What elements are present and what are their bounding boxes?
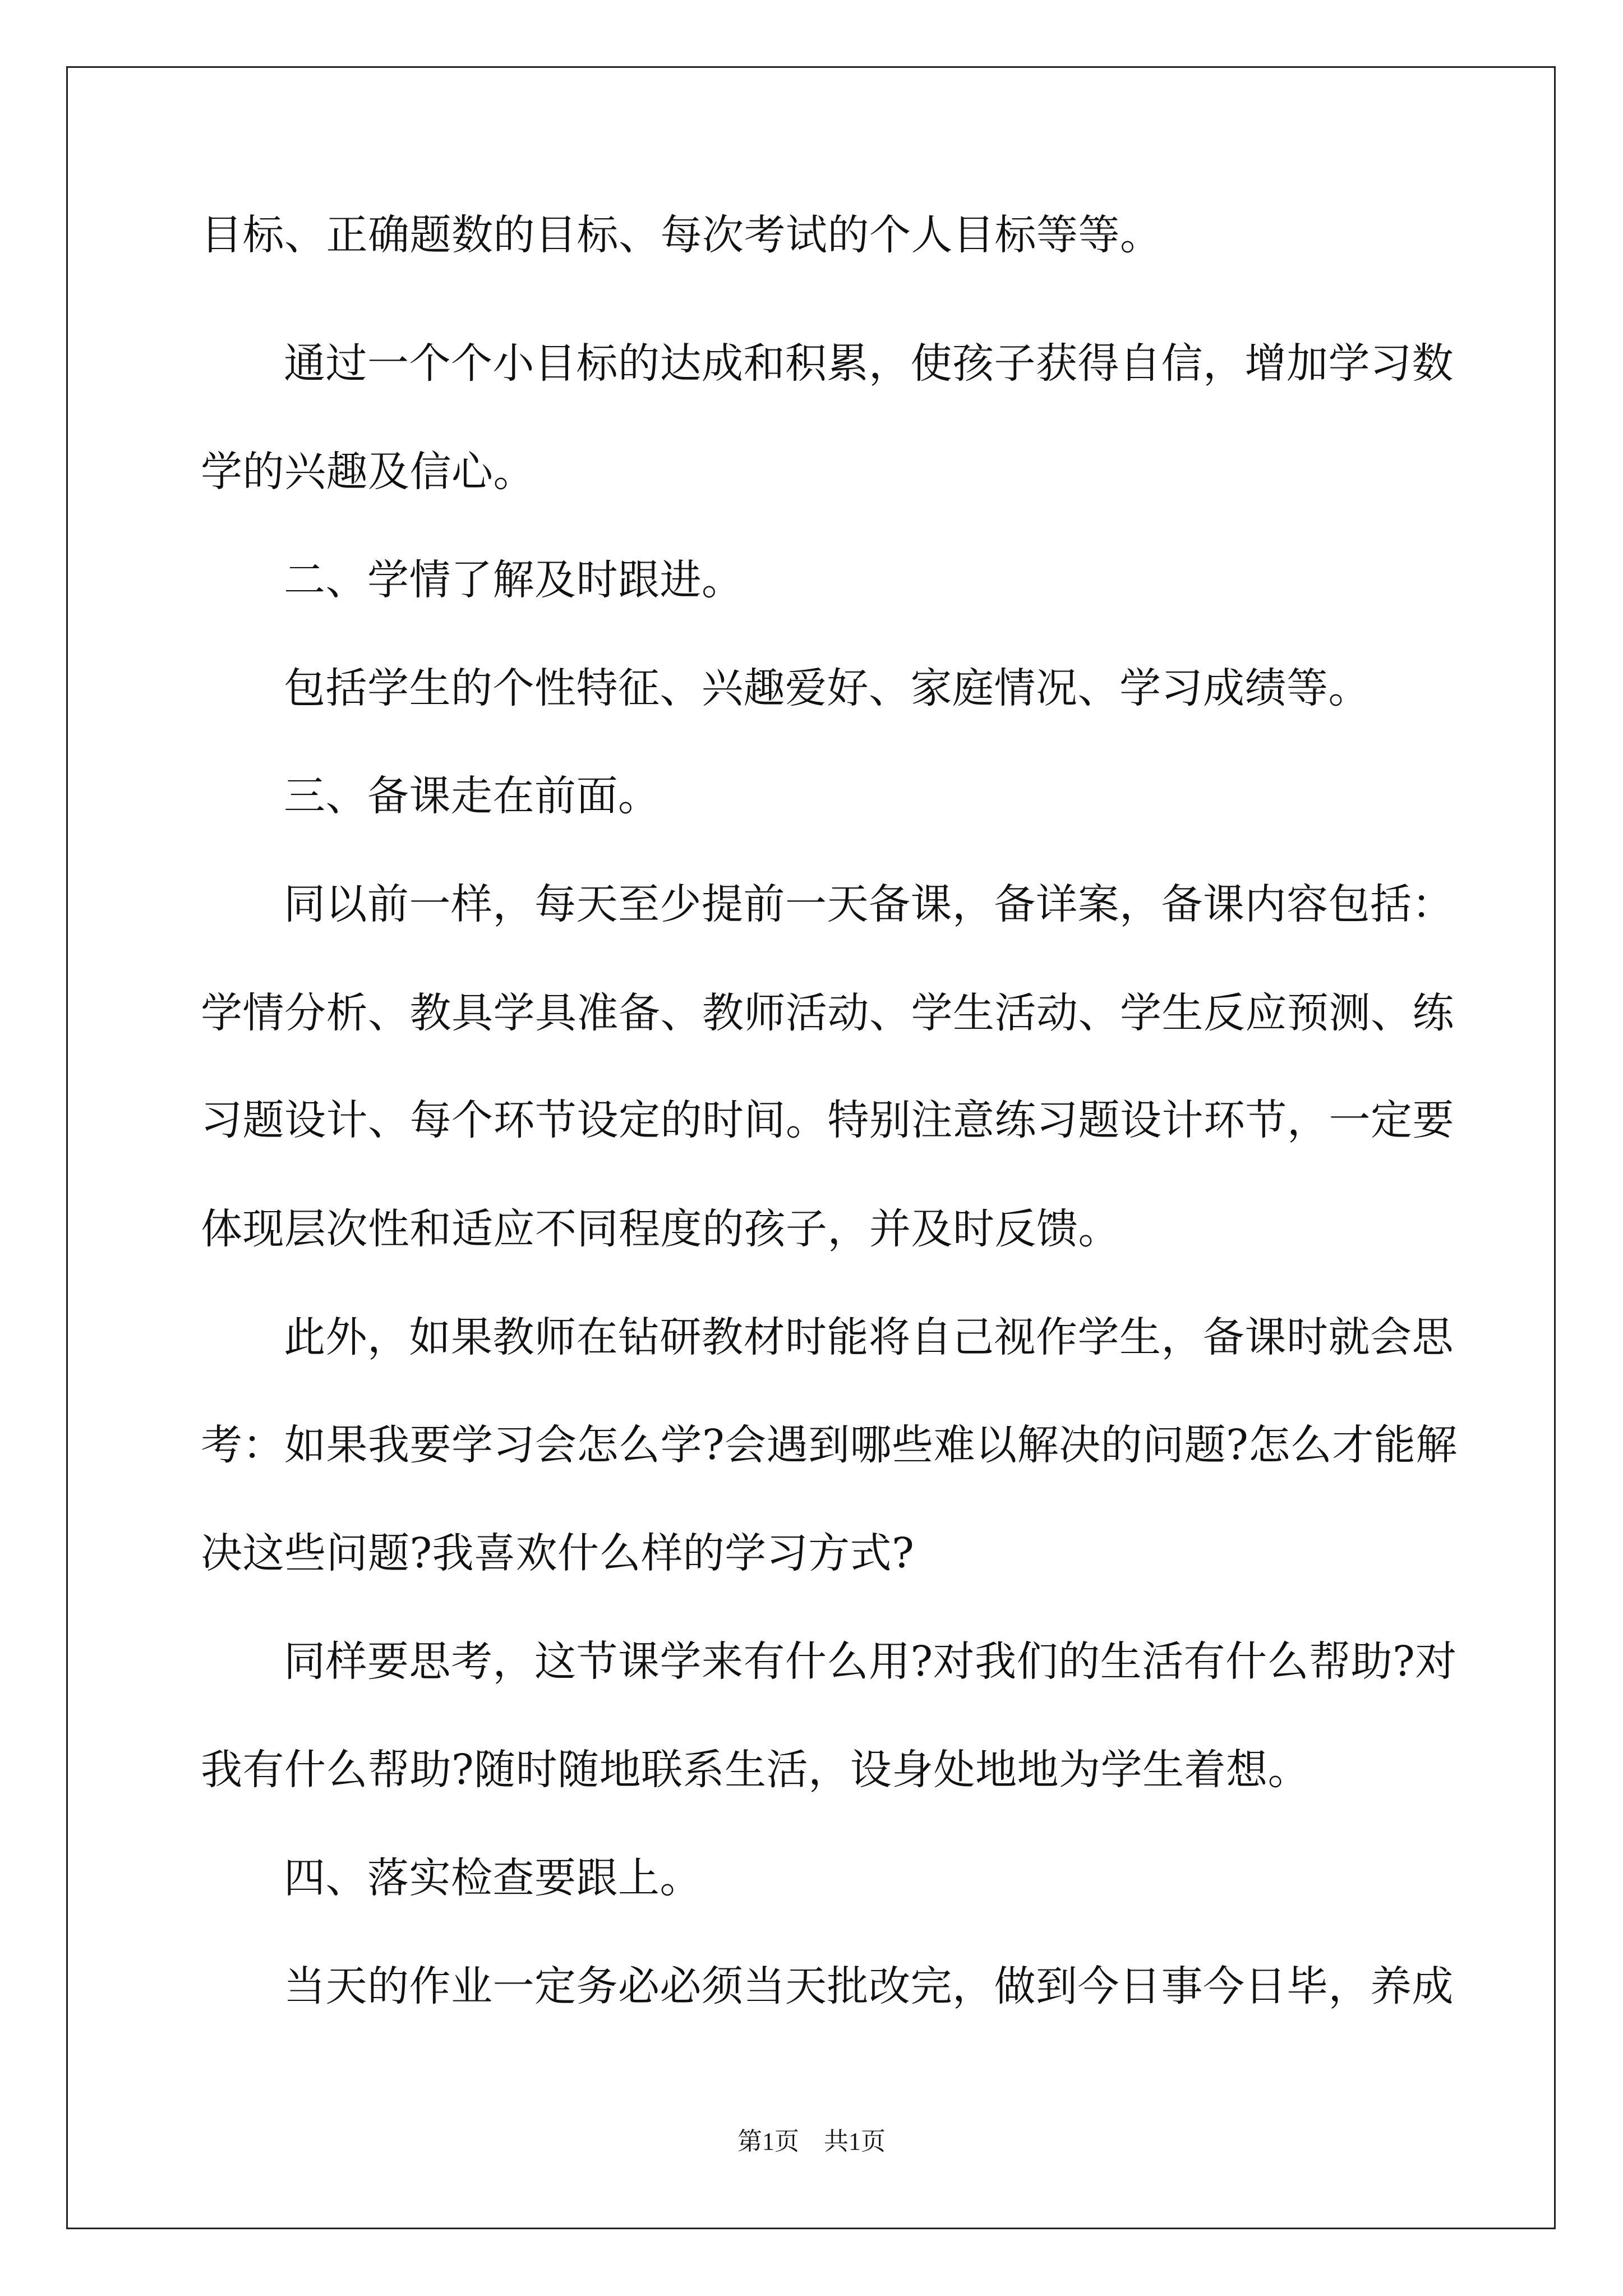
page-footer: 第1页 共1页 bbox=[737, 2128, 886, 2155]
text-line: 通过一个个小目标的达成和积累，使孩子获得自信，增加学习数 bbox=[284, 339, 1454, 388]
text-line: 此外，如果教师在钻研教材时能将自己视作学生，备课时就会思 bbox=[284, 1313, 1454, 1361]
text-line: 同以前一样，每天至少提前一天备课，备详案，备课内容包括： bbox=[284, 880, 1454, 928]
text-line: 考：如果我要学习会怎么学?会遇到哪些难以解决的问题?怎么才能解 bbox=[201, 1421, 1458, 1469]
section-heading: 四、落实检查要跟上。 bbox=[284, 1854, 702, 1902]
text-line: 我有什么帮助?随时随地联系生活，设身处地地为学生着想。 bbox=[201, 1746, 1310, 1794]
text-line: 目标、正确题数的目标、每次考试的个人目标等等。 bbox=[201, 211, 1162, 259]
text-line: 学的兴趣及信心。 bbox=[201, 448, 535, 496]
section-heading: 三、备课走在前面。 bbox=[284, 772, 660, 820]
text-line: 习题设计、每个环节设定的时间。特别注意练习题设计环节，一定要 bbox=[201, 1096, 1454, 1144]
text-line: 体现层次性和适应不同程度的孩子，并及时反馈。 bbox=[201, 1205, 1120, 1253]
section-heading: 二、学情了解及时跟进。 bbox=[284, 556, 744, 604]
text-line: 学情分析、教具学具准备、教师活动、学生活动、学生反应预测、练 bbox=[201, 989, 1454, 1037]
text-line: 当天的作业一定务必必须当天批改完，做到今日事今日毕，养成 bbox=[284, 1962, 1454, 2010]
text-line: 决这些问题?我喜欢什么样的学习方式? bbox=[201, 1529, 915, 1577]
page-border bbox=[66, 66, 1556, 2229]
text-line: 同样要思考，这节课学来有什么用?对我们的生活有什么帮助?对 bbox=[284, 1637, 1457, 1686]
text-line: 包括学生的个性特征、兴趣爱好、家庭情况、学习成绩等。 bbox=[284, 664, 1370, 712]
